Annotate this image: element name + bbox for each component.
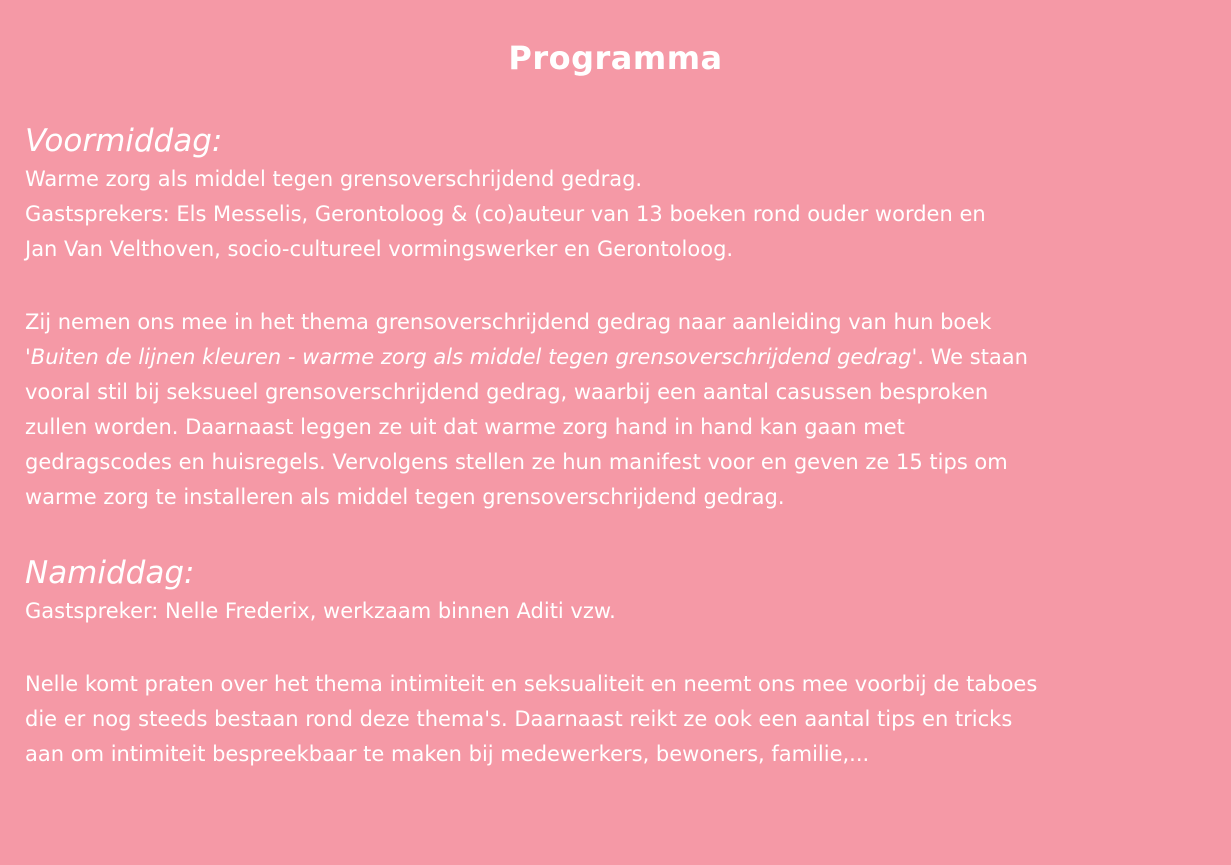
afternoon-speaker: Gastspreker: Nelle Frederix, werkzaam binnen Aditi vzw. (25, 599, 616, 623)
afternoon-section (25, 552, 1205, 772)
morning-heading: Voormiddag: (25, 123, 223, 159)
book-title: Buiten de lijnen kleuren - warme zorg als middel tegen grensoverschrijdend gedrag (30, 345, 912, 369)
morning-speakers-line-2: Jan Van Velthoven, socio-cultureel vormingswerker en Gerontoloog. (25, 237, 734, 261)
afternoon-description-line-2: die er nog steeds bestaan rond deze thema's. Daarnaast reikt ze ook een aantal tips en tricks (25, 707, 1013, 731)
spacer (25, 515, 1205, 552)
page-title: Programma (508, 39, 723, 78)
spacer (25, 629, 1205, 667)
morning-description-line-6: warme zorg te installeren als middel tegen grensoverschrijdend gedrag. (25, 485, 785, 509)
afternoon-heading: Namiddag: (25, 555, 195, 591)
afternoon-description-line-3: aan om intimiteit bespreekbaar te maken bij medewerkers, bewoners, familie,... (25, 742, 870, 766)
morning-section (25, 120, 1205, 515)
morning-description-line-4: zullen worden. Daarnaast leggen ze uit dat warme zorg hand in hand kan gaan met (25, 415, 905, 439)
morning-topic: Warme zorg als middel tegen grensoverschrijdend gedrag. (25, 167, 643, 191)
description-continuation: '. We staan (911, 345, 1028, 369)
quote-mark: ' (25, 345, 31, 369)
program-content (25, 120, 1205, 772)
morning-speakers-line-1: Gastsprekers: Els Messelis, Gerontoloog & (co)auteur van 13 boeken rond ouder worden en (25, 202, 986, 226)
morning-description-line-2 (25, 340, 1205, 375)
morning-description-line-1: Zij nemen ons mee in het thema grensoverschrijdend gedrag naar aanleiding van hun boek (25, 310, 992, 334)
spacer (25, 267, 1205, 305)
morning-description-line-3: vooral stil bij seksueel grensoverschrijdend gedrag, waarbij een aantal casussen besproken (25, 380, 989, 404)
morning-description-line-5: gedragscodes en huisregels. Vervolgens stellen ze hun manifest voor en geven ze 15 tips om (25, 450, 1008, 474)
afternoon-description-line-1: Nelle komt praten over het thema intimiteit en seksualiteit en neemt ons mee voorbij de taboes (25, 672, 1038, 696)
